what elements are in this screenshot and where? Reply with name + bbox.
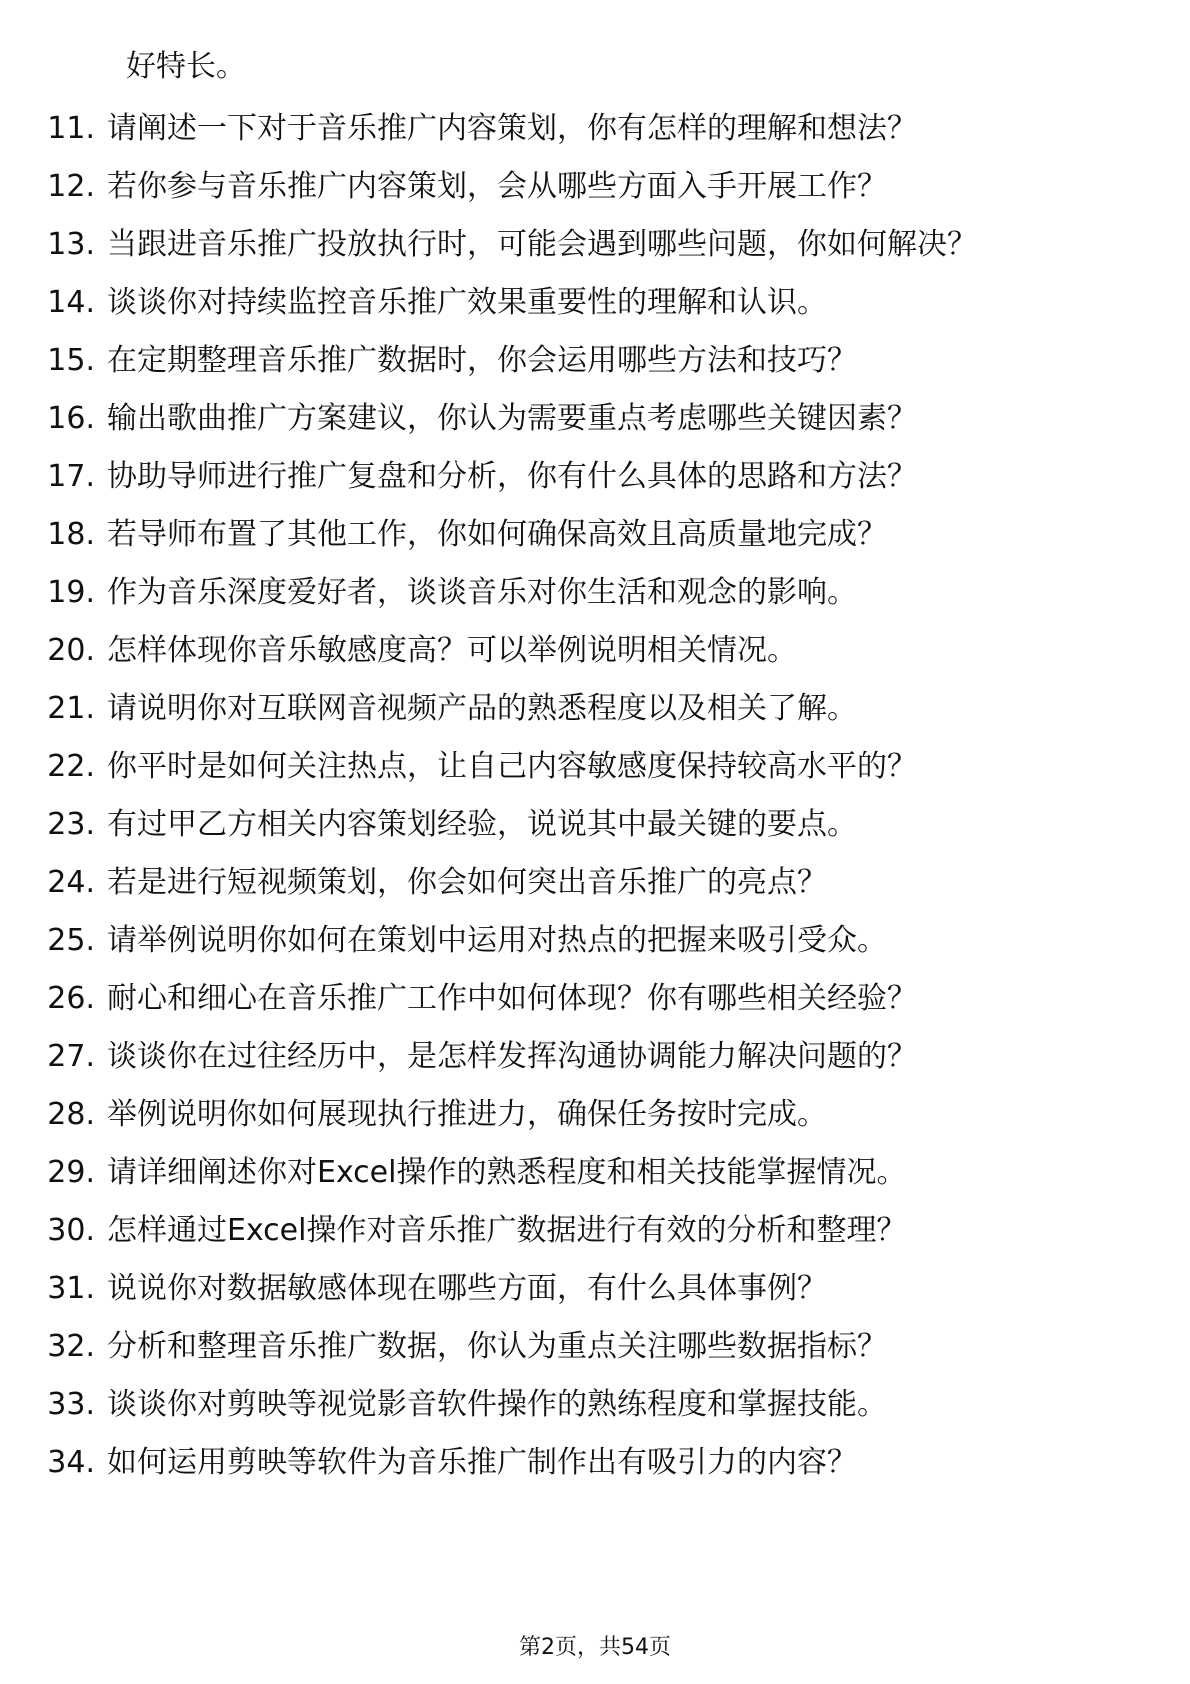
list-item: [0, 748, 1190, 786]
question-number: 25.: [47, 923, 95, 958]
question-text: 怎样体现你音乐敏感度高？可以举例说明相关情况。: [107, 633, 797, 668]
question-text: 耐心和细心在音乐推广工作中如何体现？你有哪些相关经验？: [107, 981, 917, 1016]
question-number: 26.: [47, 981, 95, 1016]
question-number: 30.: [47, 1213, 95, 1248]
question-list: [0, 110, 1190, 1502]
question-text: 输出歌曲推广方案建议，你认为需要重点考虑哪些关键因素？: [107, 401, 917, 436]
question-number: 27.: [47, 1039, 95, 1074]
question-text: 当跟进音乐推广投放执行时，可能会遇到哪些问题，你如何解决？: [107, 227, 977, 262]
question-number: 20.: [47, 633, 95, 668]
question-text: 请阐述一下对于音乐推广内容策划，你有怎样的理解和想法？: [107, 111, 917, 146]
list-item: [0, 110, 1190, 148]
question-number: 24.: [47, 865, 95, 900]
question-number: 13.: [47, 227, 95, 262]
question-number: 28.: [47, 1097, 95, 1132]
question-text: 分析和整理音乐推广数据，你认为重点关注哪些数据指标？: [107, 1329, 887, 1364]
list-item: [0, 168, 1190, 206]
list-item: [0, 1154, 1190, 1192]
question-number: 33.: [47, 1387, 95, 1422]
question-text: 作为音乐深度爱好者，谈谈音乐对你生活和观念的影响。: [107, 575, 857, 610]
question-text: 请详细阐述你对Excel操作的熟悉程度和相关技能掌握情况。: [107, 1155, 907, 1190]
question-number: 22.: [47, 749, 95, 784]
list-item: [0, 1038, 1190, 1076]
list-item: [0, 806, 1190, 844]
list-item: [0, 226, 1190, 264]
list-item: [0, 342, 1190, 380]
list-item: [0, 516, 1190, 554]
question-text: 谈谈你在过往经历中，是怎样发挥沟通协调能力解决问题的？: [107, 1039, 917, 1074]
page-footer: 第2页，共54页: [519, 1635, 671, 1660]
question-text: 有过甲乙方相关内容策划经验，说说其中最关键的要点。: [107, 807, 857, 842]
question-text: 若你参与音乐推广内容策划，会从哪些方面入手开展工作？: [107, 169, 887, 204]
question-text: 说说你对数据敏感体现在哪些方面，有什么具体事例？: [107, 1271, 827, 1306]
list-item: [0, 1386, 1190, 1424]
list-item: [0, 632, 1190, 670]
question-text: 举例说明你如何展现执行推进力，确保任务按时完成。: [107, 1097, 827, 1132]
list-item: [0, 690, 1190, 728]
list-item: [0, 1096, 1190, 1134]
question-text: 请举例说明你如何在策划中运用对热点的把握来吸引受众。: [107, 923, 887, 958]
question-number: 15.: [47, 343, 95, 378]
question-text: 谈谈你对持续监控音乐推广效果重要性的理解和认识。: [107, 285, 827, 320]
question-number: 16.: [47, 401, 95, 436]
question-text: 若是进行短视频策划，你会如何突出音乐推广的亮点？: [107, 865, 827, 900]
list-item: [0, 574, 1190, 612]
question-text: 如何运用剪映等软件为音乐推广制作出有吸引力的内容？: [107, 1445, 857, 1480]
question-text: 怎样通过Excel操作对音乐推广数据进行有效的分析和整理？: [107, 1213, 907, 1248]
question-number: 19.: [47, 575, 95, 610]
list-item: [0, 284, 1190, 322]
question-number: 11.: [47, 111, 95, 146]
question-number: 14.: [47, 285, 95, 320]
question-number: 18.: [47, 517, 95, 552]
question-text: 协助导师进行推广复盘和分析，你有什么具体的思路和方法？: [107, 459, 917, 494]
question-text: 若导师布置了其他工作，你如何确保高效且高质量地完成？: [107, 517, 887, 552]
question-text: 你平时是如何关注热点，让自己内容敏感度保持较高水平的？: [107, 749, 917, 784]
question-number: 31.: [47, 1271, 95, 1306]
question-number: 29.: [47, 1155, 95, 1190]
question-text: 请说明你对互联网音视频产品的熟悉程度以及相关了解。: [107, 691, 857, 726]
list-item: [0, 458, 1190, 496]
list-item: [0, 864, 1190, 902]
list-item: [0, 400, 1190, 438]
list-item: [0, 1328, 1190, 1366]
list-item: [0, 1270, 1190, 1308]
list-item: [0, 1444, 1190, 1482]
list-item: [0, 980, 1190, 1018]
question-number: 34.: [47, 1445, 95, 1480]
question-number: 23.: [47, 807, 95, 842]
continuation-text: 好特长。: [126, 49, 246, 84]
question-text: 谈谈你对剪映等视觉影音软件操作的熟练程度和掌握技能。: [107, 1387, 887, 1422]
list-item: [0, 1212, 1190, 1250]
question-text: 在定期整理音乐推广数据时，你会运用哪些方法和技巧？: [107, 343, 857, 378]
question-number: 21.: [47, 691, 95, 726]
question-number: 17.: [47, 459, 95, 494]
list-item: [0, 922, 1190, 960]
question-number: 32.: [47, 1329, 95, 1364]
question-number: 12.: [47, 169, 95, 204]
